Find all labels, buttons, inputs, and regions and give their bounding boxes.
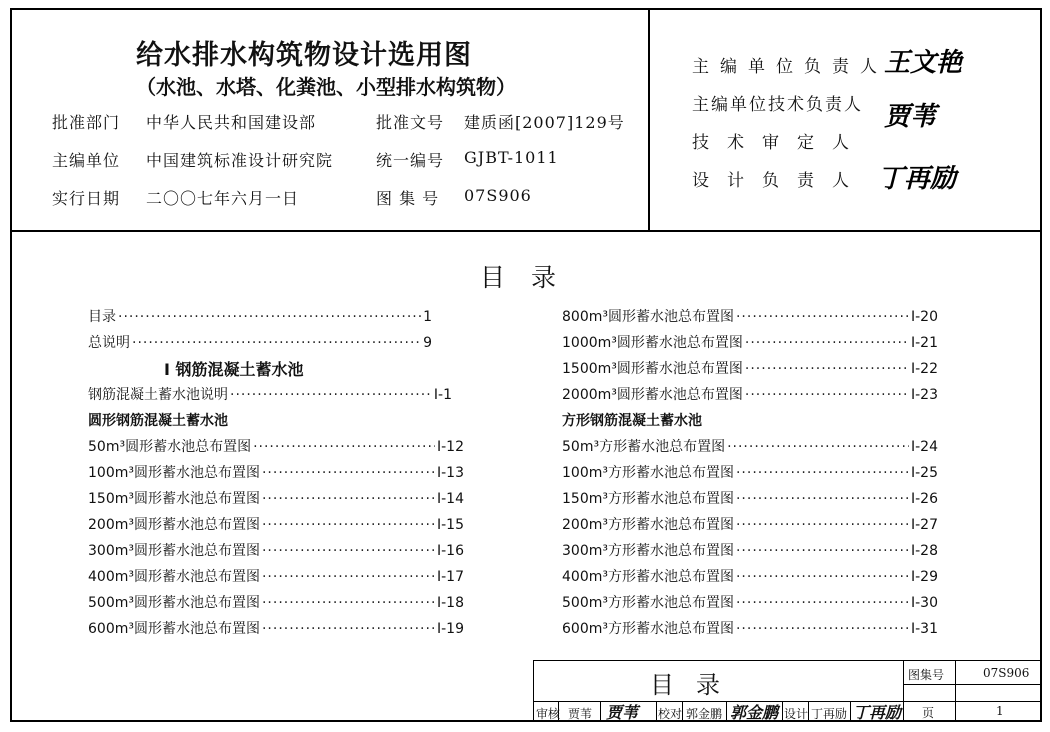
leader-dots xyxy=(736,465,909,481)
title-block-vline xyxy=(656,701,657,722)
title-block-vline xyxy=(682,701,683,722)
responsible-label-reviewer: 技术审定人 xyxy=(692,133,867,153)
leader-dots xyxy=(736,517,909,533)
toc-entry-label: 钢筋混凝土蓄水池说明 xyxy=(88,387,228,403)
review-label: 审核 xyxy=(536,707,561,721)
toc-entry[interactable] xyxy=(88,332,432,352)
toc-entry-page: Ⅰ-22 xyxy=(911,361,938,377)
toc-entry-label: 目录 xyxy=(88,309,116,325)
leader-dots xyxy=(262,491,435,507)
checker-signature: 郭金鹏 xyxy=(730,703,779,722)
leader-dots xyxy=(262,595,435,611)
header-vertical-divider xyxy=(648,8,650,231)
title-block-atlas-label: 图集号 xyxy=(908,668,945,682)
toc-entry-label: 50m³方形蓄水池总布置图 xyxy=(562,439,726,455)
checker-name: 郭金鹏 xyxy=(686,707,723,721)
editor-unit-label: 主编单位 xyxy=(52,151,121,170)
toc-entry[interactable] xyxy=(562,540,938,560)
leader-dots xyxy=(253,439,435,455)
toc-section-title: Ⅰ 钢筋混凝土蓄水池 xyxy=(164,360,304,379)
approval-no-label: 批准文号 xyxy=(376,113,445,132)
approval-dept-label: 批准部门 xyxy=(52,113,121,132)
toc-group-title: 圆形钢筋混凝土蓄水池 xyxy=(88,413,228,429)
toc-entry[interactable] xyxy=(88,384,452,404)
leader-dots xyxy=(262,569,435,585)
toc-entry-page: Ⅰ-15 xyxy=(437,517,464,533)
leader-dots xyxy=(132,335,421,351)
toc-entry-page: Ⅰ-27 xyxy=(911,517,938,533)
toc-entry-page: Ⅰ-24 xyxy=(911,439,938,455)
toc-entry-label: 300m³圆形蓄水池总布置图 xyxy=(88,543,260,559)
reviewer-signature: 贾苇 xyxy=(606,703,639,722)
designer-signature: 丁再励 xyxy=(853,703,902,722)
toc-entry-page: Ⅰ-29 xyxy=(911,569,938,585)
reviewer-name: 贾苇 xyxy=(568,707,593,721)
design-label: 设计 xyxy=(784,707,809,721)
toc-entry-label: 200m³圆形蓄水池总布置图 xyxy=(88,517,260,533)
toc-entry[interactable] xyxy=(88,592,464,612)
toc-entry-label: 500m³方形蓄水池总布置图 xyxy=(562,595,734,611)
toc-entry-label: 2000m³圆形蓄水池总布置图 xyxy=(562,387,743,403)
toc-entry-page: Ⅰ-26 xyxy=(911,491,938,507)
toc-entry[interactable] xyxy=(562,462,938,482)
title-block-vline xyxy=(600,701,601,722)
leader-dots xyxy=(262,465,435,481)
toc-entry-page: Ⅰ-13 xyxy=(437,465,464,481)
toc-entry-label: 100m³圆形蓄水池总布置图 xyxy=(88,465,260,481)
leader-dots xyxy=(736,621,909,637)
toc-title: 目录 xyxy=(480,263,583,292)
toc-entry[interactable] xyxy=(562,384,938,404)
leader-dots xyxy=(745,335,909,351)
responsible-label-design: 设计负责人 xyxy=(692,171,867,191)
leader-dots xyxy=(230,387,432,403)
title-block-vline xyxy=(726,701,727,722)
title-block-vline xyxy=(955,660,956,722)
toc-entry-page: Ⅰ-31 xyxy=(911,621,938,637)
toc-entry-label: 400m³方形蓄水池总布置图 xyxy=(562,569,734,585)
title-block-hline xyxy=(903,684,1042,685)
toc-entry[interactable] xyxy=(88,488,464,508)
toc-entry-page: Ⅰ-16 xyxy=(437,543,464,559)
title-block-vline xyxy=(782,701,783,722)
signature-chief-unit: 王文艳 xyxy=(884,48,963,78)
atlas-no-label: 图 集 号 xyxy=(376,189,440,208)
header-divider xyxy=(10,230,1042,232)
atlas-title: 给水排水构筑物设计选用图 xyxy=(136,40,472,71)
title-block-page-no: 1 xyxy=(996,704,1004,718)
unified-no-label: 统一编号 xyxy=(376,151,445,170)
responsible-label-chief-unit: 主编单位负责人 xyxy=(692,57,888,77)
toc-entry-label: 150m³圆形蓄水池总布置图 xyxy=(88,491,260,507)
toc-entry[interactable] xyxy=(562,514,938,534)
toc-entry-page: Ⅰ-18 xyxy=(437,595,464,611)
toc-entry-label: 150m³方形蓄水池总布置图 xyxy=(562,491,734,507)
title-block-title: 目录 xyxy=(650,671,742,699)
toc-entry-label: 800m³圆形蓄水池总布置图 xyxy=(562,309,734,325)
title-block-vline xyxy=(903,660,904,722)
toc-entry[interactable] xyxy=(562,592,938,612)
toc-entry-page: Ⅰ-1 xyxy=(433,387,452,403)
leader-dots xyxy=(736,543,909,559)
toc-entry[interactable] xyxy=(562,618,938,638)
responsible-label-technical: 主编单位技术负责人 xyxy=(692,95,863,115)
leader-dots xyxy=(736,491,909,507)
toc-entry-page: Ⅰ-21 xyxy=(911,335,938,351)
leader-dots xyxy=(262,517,435,533)
leader-dots xyxy=(118,309,421,325)
toc-entry[interactable] xyxy=(88,540,464,560)
toc-entry[interactable] xyxy=(88,618,464,638)
leader-dots xyxy=(727,439,909,455)
toc-entry-page: Ⅰ-20 xyxy=(911,309,938,325)
toc-entry-label: 50m³圆形蓄水池总布置图 xyxy=(88,439,252,455)
toc-entry-page: Ⅰ-23 xyxy=(911,387,938,403)
leader-dots xyxy=(262,543,435,559)
toc-entry-page: Ⅰ-12 xyxy=(437,439,464,455)
toc-entry-page: Ⅰ-30 xyxy=(911,595,938,611)
toc-entry-label: 100m³方形蓄水池总布置图 xyxy=(562,465,734,481)
toc-entry-label: 500m³圆形蓄水池总布置图 xyxy=(88,595,260,611)
toc-entry-label: 300m³方形蓄水池总布置图 xyxy=(562,543,734,559)
toc-group-title: 方形钢筋混凝土蓄水池 xyxy=(562,413,702,429)
toc-entry[interactable] xyxy=(88,462,464,482)
leader-dots xyxy=(745,361,909,377)
title-block-atlas-no: 07S906 xyxy=(983,666,1030,680)
toc-entry-page: Ⅰ-17 xyxy=(437,569,464,585)
toc-entry[interactable] xyxy=(562,436,938,456)
toc-entry[interactable] xyxy=(88,436,464,456)
toc-entry[interactable] xyxy=(562,566,938,586)
signature-technical: 贾苇 xyxy=(884,102,937,132)
unified-no: GJBT-1011 xyxy=(464,148,559,167)
title-block-page-label: 页 xyxy=(922,706,935,720)
editor-unit: 中国建筑标准设计研究院 xyxy=(146,151,334,170)
toc-entry-page: Ⅰ-19 xyxy=(437,621,464,637)
toc-entry-label: 600m³圆形蓄水池总布置图 xyxy=(88,621,260,637)
toc-entry[interactable] xyxy=(562,332,938,352)
effective-date-label: 实行日期 xyxy=(52,189,121,208)
leader-dots xyxy=(736,309,909,325)
toc-entry-label: 1500m³圆形蓄水池总布置图 xyxy=(562,361,743,377)
toc-entry-label: 600m³方形蓄水池总布置图 xyxy=(562,621,734,637)
atlas-subtitle: （水池、水塔、化粪池、小型排水构筑物） xyxy=(136,75,516,99)
toc-entry[interactable] xyxy=(88,566,464,586)
title-block-vline xyxy=(808,701,809,722)
toc-entry-label: 1000m³圆形蓄水池总布置图 xyxy=(562,335,743,351)
toc-entry-label: 200m³方形蓄水池总布置图 xyxy=(562,517,734,533)
toc-entry-page: 9 xyxy=(423,335,432,351)
approval-no: 建质函[2007]129号 xyxy=(464,113,625,132)
toc-entry[interactable] xyxy=(88,514,464,534)
approval-dept: 中华人民共和国建设部 xyxy=(146,113,317,132)
leader-dots xyxy=(745,387,909,403)
designer-name: 丁再励 xyxy=(811,707,848,721)
toc-entry[interactable] xyxy=(562,306,938,326)
toc-entry[interactable] xyxy=(562,488,938,508)
toc-entry-label: 400m³圆形蓄水池总布置图 xyxy=(88,569,260,585)
toc-entry-page: Ⅰ-25 xyxy=(911,465,938,481)
atlas-no: 07S906 xyxy=(464,186,532,205)
toc-entry-page: 1 xyxy=(423,309,432,325)
leader-dots xyxy=(736,595,909,611)
leader-dots xyxy=(262,621,435,637)
toc-entry-label: 总说明 xyxy=(88,335,130,351)
toc-entry[interactable] xyxy=(88,306,432,326)
toc-entry-page: Ⅰ-28 xyxy=(911,543,938,559)
effective-date: 二〇〇七年六月一日 xyxy=(146,189,300,208)
signature-design: 丁再励 xyxy=(878,164,957,194)
toc-entry-page: Ⅰ-14 xyxy=(437,491,464,507)
leader-dots xyxy=(736,569,909,585)
toc-entry[interactable] xyxy=(562,358,938,378)
title-block-vline xyxy=(850,701,851,722)
check-label: 校对 xyxy=(658,707,683,721)
